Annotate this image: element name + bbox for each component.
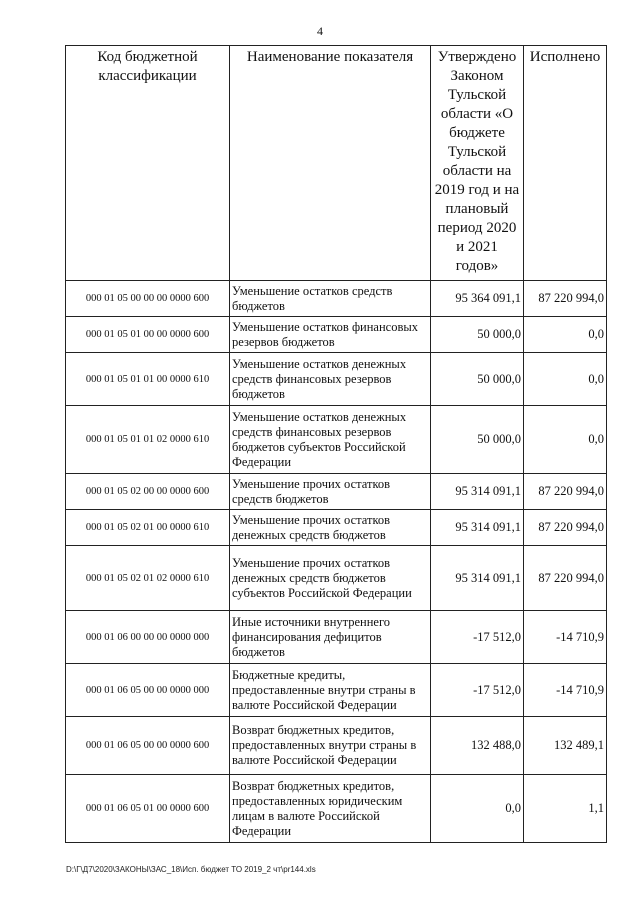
budget-table: [65, 45, 607, 843]
row-executed: 87 220 994,0: [524, 474, 607, 510]
row-approved: 50 000,0: [431, 317, 524, 353]
row-code: 000 01 05 02 01 00 0000 610: [66, 510, 230, 546]
table-row: [66, 546, 607, 611]
row-executed: 132 489,1: [524, 717, 607, 775]
row-code: 000 01 05 02 00 00 0000 600: [66, 474, 230, 510]
row-name: Уменьшение остатков денежных средств финансовых резервов бюджетов субъектов Российской Федерации: [230, 406, 431, 474]
row-name: Возврат бюджетных кредитов, предоставленных внутри страны в валюте Российской Федерации: [230, 717, 431, 775]
row-executed: 1,1: [524, 775, 607, 843]
table-row: [66, 611, 607, 664]
header-approved: Утверждено Законом Тульской области «О бюджете Тульской области на 2019 год и на плановый период 2020 и 2021 годов»: [431, 46, 524, 281]
row-name: Бюджетные кредиты, предоставленные внутри страны в валюте Российской Федерации: [230, 664, 431, 717]
header-name: Наименование показателя: [230, 46, 431, 281]
row-name: Иные источники внутреннего финансирования дефицитов бюджетов: [230, 611, 431, 664]
row-approved: 0,0: [431, 775, 524, 843]
row-code: 000 01 05 00 00 00 0000 600: [66, 281, 230, 317]
table-row: [66, 474, 607, 510]
row-code: 000 01 06 05 01 00 0000 600: [66, 775, 230, 843]
row-executed: 87 220 994,0: [524, 546, 607, 611]
header-code: Код бюджетной классификации: [66, 46, 230, 281]
table-row: [66, 317, 607, 353]
table-row: [66, 353, 607, 406]
row-name: Уменьшение прочих остатков средств бюджетов: [230, 474, 431, 510]
row-executed: 0,0: [524, 406, 607, 474]
table-row: [66, 775, 607, 843]
row-code: 000 01 05 02 01 02 0000 610: [66, 546, 230, 611]
table-row: [66, 281, 607, 317]
row-approved: 95 364 091,1: [431, 281, 524, 317]
row-name: Уменьшение прочих остатков денежных средств бюджетов: [230, 510, 431, 546]
table-row: [66, 406, 607, 474]
row-approved: -17 512,0: [431, 664, 524, 717]
table-row: [66, 664, 607, 717]
row-executed: -14 710,9: [524, 664, 607, 717]
row-code: 000 01 06 00 00 00 0000 000: [66, 611, 230, 664]
row-executed: 87 220 994,0: [524, 510, 607, 546]
row-approved: 95 314 091,1: [431, 474, 524, 510]
file-path-footer: D:\Г\Д7\2020\ЗАКОНЫ\ЗАС_18\Исп. бюджет ТО 2019_2 чт\pr144.xls: [66, 865, 316, 874]
row-executed: 0,0: [524, 317, 607, 353]
row-name: Возврат бюджетных кредитов, предоставленных юридическим лицам в валюте Российской Федерации: [230, 775, 431, 843]
row-code: 000 01 06 05 00 00 0000 000: [66, 664, 230, 717]
row-approved: 132 488,0: [431, 717, 524, 775]
row-approved: 50 000,0: [431, 406, 524, 474]
row-executed: -14 710,9: [524, 611, 607, 664]
row-approved: 50 000,0: [431, 353, 524, 406]
row-executed: 0,0: [524, 353, 607, 406]
row-approved: -17 512,0: [431, 611, 524, 664]
row-name: Уменьшение остатков средств бюджетов: [230, 281, 431, 317]
row-code: 000 01 05 01 01 00 0000 610: [66, 353, 230, 406]
table-row: [66, 717, 607, 775]
row-name: Уменьшение остатков денежных средств финансовых резервов бюджетов: [230, 353, 431, 406]
row-code: 000 01 05 01 01 02 0000 610: [66, 406, 230, 474]
row-name: Уменьшение прочих остатков денежных средств бюджетов субъектов Российской Федерации: [230, 546, 431, 611]
row-approved: 95 314 091,1: [431, 510, 524, 546]
row-code: 000 01 06 05 00 00 0000 600: [66, 717, 230, 775]
table-row: [66, 510, 607, 546]
row-executed: 87 220 994,0: [524, 281, 607, 317]
page-number: 4: [317, 24, 323, 38]
header-executed: Исполнено: [524, 46, 607, 281]
table-header-row: [66, 46, 607, 281]
row-approved: 95 314 091,1: [431, 546, 524, 611]
row-name: Уменьшение остатков финансовых резервов бюджетов: [230, 317, 431, 353]
row-code: 000 01 05 01 00 00 0000 600: [66, 317, 230, 353]
